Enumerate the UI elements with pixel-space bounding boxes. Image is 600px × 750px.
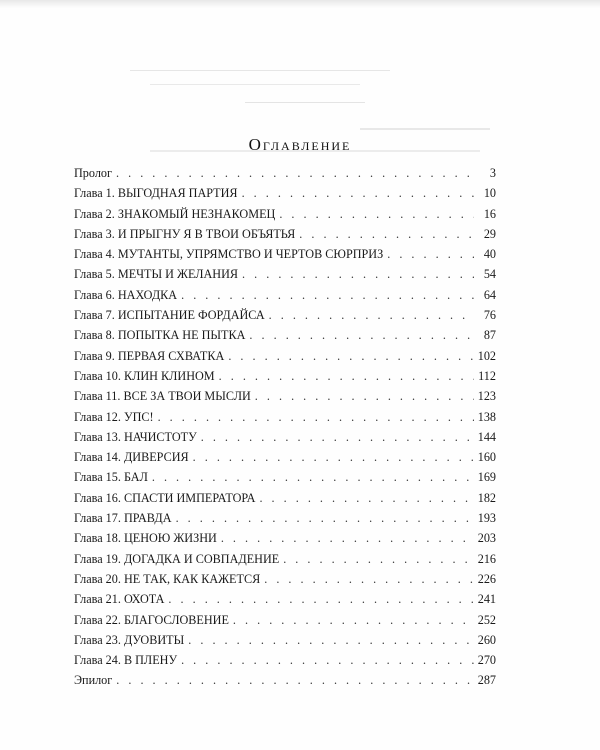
toc-entry — [74, 305, 496, 325]
toc-entry-title: Глава 1. ВЫГОДНАЯ ПАРТИЯ — [74, 186, 238, 201]
toc-dot-leader — [233, 610, 474, 630]
toc-entry-page-number: 270 — [477, 653, 496, 668]
toc-dot-leader — [264, 569, 474, 589]
toc-entry — [74, 488, 496, 508]
toc-entry — [74, 224, 496, 244]
toc-entry-title: Глава 9. ПЕРВАЯ СХВАТКА — [74, 348, 225, 363]
toc-entry — [74, 204, 496, 224]
toc-entry-page-number: 87 — [483, 328, 496, 343]
toc-dot-leader — [249, 325, 474, 345]
toc-entry-page-number: 160 — [477, 450, 496, 465]
toc-entry — [74, 386, 496, 406]
toc-entry-page-number: 241 — [477, 592, 496, 607]
toc-entry — [74, 244, 496, 264]
toc-entry-page-number: 102 — [477, 348, 496, 363]
toc-entry-title: Глава 22. БЛАГОСЛОВЕНИЕ — [74, 612, 229, 627]
toc-entry — [74, 670, 496, 690]
toc-entry-page-number: 252 — [477, 612, 496, 627]
toc-entry-page-number: 54 — [483, 267, 496, 282]
toc-entry — [74, 264, 496, 284]
toc-dot-leader — [269, 305, 474, 325]
toc-entry-title: Глава 16. СПАСТИ ИМПЕРАТОРА — [74, 490, 256, 505]
toc-dot-leader — [181, 650, 474, 670]
table-of-contents — [74, 163, 496, 691]
toc-entry-page-number: 226 — [477, 571, 496, 586]
toc-dot-leader — [176, 508, 474, 528]
toc-entry — [74, 366, 496, 386]
toc-entry — [74, 569, 496, 589]
toc-entry-title: Глава 18. ЦЕНОЮ ЖИЗНИ — [74, 531, 217, 546]
toc-entry — [74, 630, 496, 650]
toc-entry-title: Глава 24. В ПЛЕНУ — [74, 653, 178, 668]
toc-entry-page-number: 260 — [477, 632, 496, 647]
toc-entry — [74, 447, 496, 467]
toc-entry-page-number: 144 — [477, 429, 496, 444]
toc-entry-page-number: 193 — [477, 511, 496, 526]
toc-entry-page-number: 64 — [483, 287, 496, 302]
toc-entry — [74, 650, 496, 670]
toc-entry-page-number: 40 — [483, 247, 496, 262]
toc-entry-page-number: 203 — [477, 531, 496, 546]
toc-entry — [74, 549, 496, 569]
toc-dot-leader — [188, 630, 473, 650]
toc-entry-title: Пролог — [74, 166, 113, 180]
toc-dot-leader — [201, 427, 474, 447]
toc-entry — [74, 610, 496, 630]
toc-entry-page-number: 182 — [477, 490, 496, 505]
toc-entry-page-number: 123 — [477, 389, 496, 404]
toc-dot-leader — [116, 163, 474, 183]
toc-dot-leader — [228, 346, 473, 366]
toc-entry — [74, 589, 496, 609]
toc-entry-title: Глава 12. УПС! — [74, 409, 154, 424]
toc-entry-page-number: 112 — [478, 368, 496, 383]
toc-entry-page-number: 3 — [489, 166, 496, 180]
toc-entry-title: Глава 7. ИСПЫТАНИЕ ФОРДАЙСА — [74, 308, 265, 323]
toc-dot-leader — [242, 264, 474, 284]
toc-entry-page-number: 10 — [483, 186, 496, 201]
toc-entry-title: Глава 21. ОХОТА — [74, 592, 165, 607]
toc-entry-title: Глава 19. ДОГАДКА И СОВПАДЕНИЕ — [74, 551, 280, 566]
toc-entry-title: Глава 15. БАЛ — [74, 470, 148, 485]
toc-entry — [74, 183, 496, 203]
toc-dot-leader — [221, 528, 474, 548]
toc-dot-leader — [259, 488, 473, 508]
toc-entry-title: Глава 17. ПРАВДА — [74, 511, 172, 526]
toc-dot-leader — [283, 549, 474, 569]
toc-entry — [74, 528, 496, 548]
toc-dot-leader — [279, 204, 474, 224]
bleed-through-line — [130, 70, 390, 72]
toc-entry — [74, 325, 496, 345]
page-title: Оглавление — [248, 135, 352, 155]
toc-dot-leader — [219, 366, 474, 386]
toc-dot-leader — [387, 244, 474, 264]
bleed-through-line — [245, 102, 365, 104]
toc-entry-title: Глава 14. ДИВЕРСИЯ — [74, 450, 189, 465]
toc-entry — [74, 346, 496, 366]
toc-entry-title: Глава 4. МУТАНТЫ, УПРЯМСТВО И ЧЕРТОВ СЮРПРИЗ — [74, 247, 384, 262]
toc-dot-leader — [255, 386, 474, 406]
toc-entry-page-number: 138 — [477, 409, 496, 424]
toc-entry — [74, 407, 496, 427]
toc-entry — [74, 163, 496, 183]
toc-entry-title: Глава 20. НЕ ТАК, КАК КАЖЕТСЯ — [74, 571, 261, 586]
toc-entry-page-number: 216 — [477, 551, 496, 566]
toc-dot-leader — [193, 447, 474, 467]
toc-dot-leader — [158, 407, 474, 427]
toc-dot-leader — [168, 589, 473, 609]
toc-entry-title: Глава 10. КЛИН КЛИНОМ — [74, 368, 215, 383]
toc-dot-leader — [242, 183, 474, 203]
toc-dot-leader — [116, 670, 473, 690]
toc-entry — [74, 467, 496, 487]
toc-entry-title: Глава 5. МЕЧТЫ И ЖЕЛАНИЯ — [74, 267, 239, 282]
toc-entry-page-number: 76 — [483, 308, 496, 323]
toc-entry-title: Глава 3. И ПРЫГНУ Я В ТВОИ ОБЪЯТЬЯ — [74, 226, 296, 241]
toc-entry — [74, 427, 496, 447]
toc-entry-title: Глава 23. ДУОВИТЫ — [74, 632, 185, 647]
toc-entry — [74, 285, 496, 305]
bleed-through-line — [150, 84, 360, 86]
scan-edge-shadow — [0, 0, 600, 8]
toc-entry-title: Глава 8. ПОПЫТКА НЕ ПЫТКА — [74, 328, 246, 343]
toc-dot-leader — [299, 224, 474, 244]
toc-entry-title: Эпилог — [74, 673, 113, 688]
toc-entry-title: Глава 13. НАЧИСТОТУ — [74, 429, 197, 444]
toc-entry-page-number: 29 — [483, 226, 496, 241]
toc-entry-page-number: 287 — [477, 673, 496, 688]
toc-entry-page-number: 16 — [483, 206, 496, 221]
toc-dot-leader — [181, 285, 474, 305]
toc-dot-leader — [152, 467, 474, 487]
toc-entry-title: Глава 2. ЗНАКОМЫЙ НЕЗНАКОМЕЦ — [74, 206, 276, 221]
toc-entry-title: Глава 6. НАХОДКА — [74, 287, 178, 302]
toc-entry-title: Глава 11. ВСЕ ЗА ТВОИ МЫСЛИ — [74, 389, 251, 404]
toc-entry-page-number: 169 — [477, 470, 496, 485]
toc-entry — [74, 508, 496, 528]
